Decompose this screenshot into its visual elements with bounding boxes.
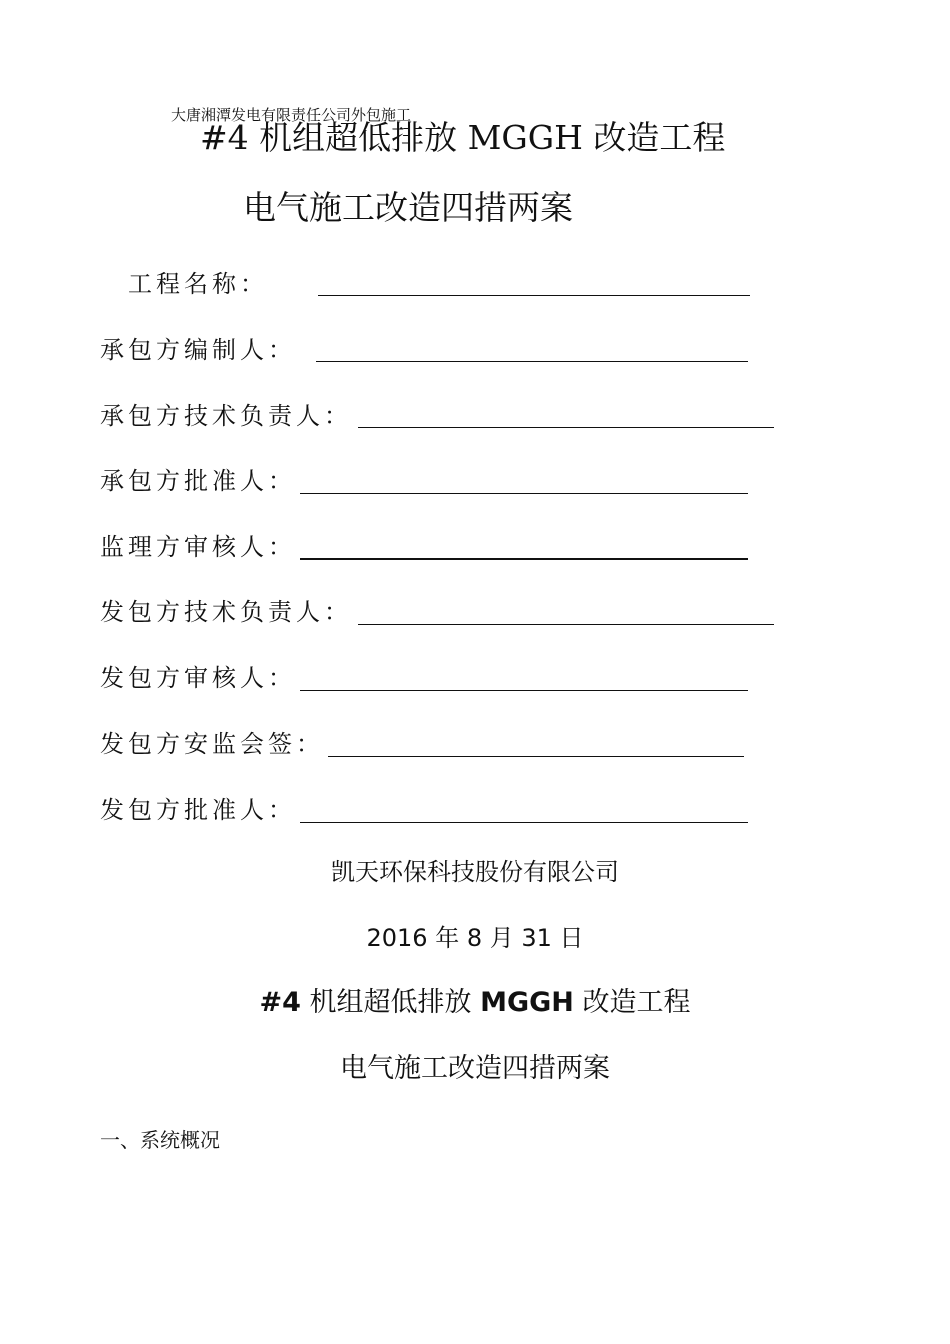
document-title: #4 机组超低排放 MGGH 改造工程 — [200, 118, 726, 157]
body-title — [0, 980, 950, 1019]
field-label-owner-safety-countersign: 发包方安监会签： — [100, 730, 324, 758]
body-title-suffix: 改造工程 — [573, 987, 691, 1018]
field-label-project-name: 工程名称： — [128, 270, 268, 298]
document-subtitle: 电气施工改造四措两案 — [243, 188, 573, 227]
signature-line — [300, 493, 748, 494]
field-label-owner-reviewer: 发包方审核人： — [100, 664, 296, 692]
body-title-mid: 机组超低排放 — [300, 987, 481, 1018]
signature-line — [318, 295, 750, 296]
document-date: 2016 年 8 月 31 日 — [366, 924, 584, 952]
body-title-prefix: #4 — [259, 987, 301, 1018]
signature-line — [300, 690, 748, 691]
signature-line — [358, 427, 774, 428]
field-label-owner-approver: 发包方批准人： — [100, 796, 296, 824]
header-note: 大唐湘潭发电有限责任公司外包施工 — [171, 106, 412, 124]
field-label-owner-tech-lead: 发包方技术负责人： — [100, 598, 352, 626]
field-label-contractor-author: 承包方编制人： — [100, 336, 296, 364]
field-label-contractor-approver: 承包方批准人： — [100, 467, 296, 495]
field-label-supervisor-reviewer: 监理方审核人： — [100, 533, 296, 561]
field-label-contractor-tech-lead: 承包方技术负责人： — [100, 402, 352, 430]
signature-line — [300, 822, 748, 823]
body-subtitle: 电气施工改造四措两案 — [340, 1053, 610, 1084]
signature-line — [316, 361, 748, 362]
signature-line — [328, 756, 744, 757]
body-title-code: MGGH — [480, 987, 574, 1018]
signature-line — [358, 624, 774, 625]
company-name: 凯天环保科技股份有限公司 — [331, 858, 619, 886]
section-heading: 一、系统概况 — [100, 1128, 220, 1152]
signature-line — [300, 558, 748, 560]
